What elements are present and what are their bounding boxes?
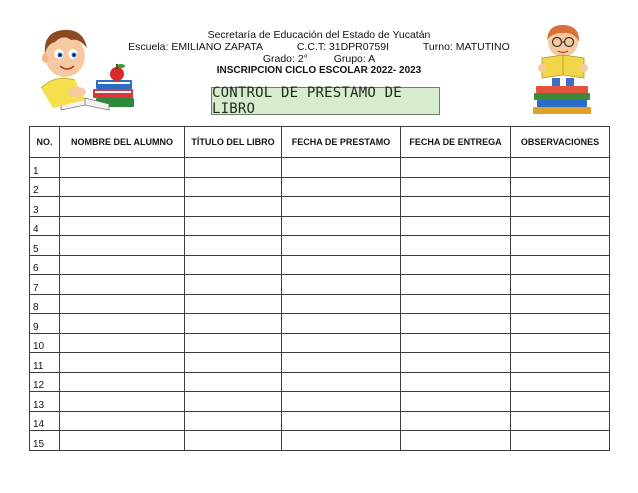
grado: Grado: 2° [262, 53, 308, 65]
col-titulo-libro-cell[interactable] [185, 197, 282, 217]
col-fecha-prestamo-cell[interactable] [282, 294, 401, 314]
col-observaciones-header: OBSERVACIONES [511, 127, 610, 158]
col-nombre-alumno-header: NOMBRE DEL ALUMNO [60, 127, 185, 158]
row-number: 7 [30, 275, 60, 295]
header-secretaria: Secretaría de Educación del Estado de Yucatán [207, 29, 431, 41]
table-row [30, 216, 610, 236]
col-fecha-entrega-cell[interactable] [401, 177, 511, 197]
row-number: 11 [30, 353, 60, 373]
col-fecha-entrega-cell[interactable] [401, 392, 511, 412]
table-row [30, 177, 610, 197]
row-number: 12 [30, 372, 60, 392]
col-fecha-prestamo-cell[interactable] [282, 255, 401, 275]
col-observaciones-cell[interactable] [511, 353, 610, 373]
boy-reading-icon [33, 18, 138, 118]
col-fecha-entrega-cell[interactable] [401, 197, 511, 217]
col-titulo-libro-cell[interactable] [185, 177, 282, 197]
col-no-header: NO. [30, 127, 60, 158]
table-row [30, 333, 610, 353]
grupo: Grupo: A [333, 53, 376, 65]
cct-code: C.C.T: 31DPR0759I [296, 41, 390, 53]
col-fecha-entrega-cell[interactable] [401, 255, 511, 275]
row-number: 14 [30, 411, 60, 431]
col-observaciones-cell[interactable] [511, 294, 610, 314]
col-titulo-libro-cell[interactable] [185, 216, 282, 236]
col-fecha-prestamo-cell[interactable] [282, 158, 401, 178]
col-fecha-prestamo-cell[interactable] [282, 353, 401, 373]
col-fecha-entrega-cell[interactable] [401, 372, 511, 392]
table-row [30, 255, 610, 275]
col-fecha-entrega-cell[interactable] [401, 314, 511, 334]
col-fecha-prestamo-cell[interactable] [282, 431, 401, 451]
table-row [30, 431, 610, 451]
table-body [30, 158, 610, 451]
col-fecha-prestamo-cell[interactable] [282, 314, 401, 334]
row-number: 2 [30, 177, 60, 197]
table-header-row [30, 127, 610, 158]
col-observaciones-cell[interactable] [511, 333, 610, 353]
row-number: 3 [30, 197, 60, 217]
col-observaciones-cell[interactable] [511, 275, 610, 295]
row-number: 15 [30, 431, 60, 451]
col-observaciones-cell[interactable] [511, 236, 610, 256]
col-observaciones-cell[interactable] [511, 158, 610, 178]
col-fecha-entrega-cell[interactable] [401, 216, 511, 236]
col-nombre-alumno-cell[interactable] [60, 411, 185, 431]
col-nombre-alumno-cell[interactable] [60, 392, 185, 412]
row-number: 5 [30, 236, 60, 256]
col-titulo-libro-cell[interactable] [185, 392, 282, 412]
col-titulo-libro-cell[interactable] [185, 294, 282, 314]
row-number: 9 [30, 314, 60, 334]
col-titulo-libro-cell[interactable] [185, 431, 282, 451]
col-nombre-alumno-cell[interactable] [60, 314, 185, 334]
row-number: 10 [30, 333, 60, 353]
col-fecha-entrega-cell[interactable] [401, 236, 511, 256]
table-row [30, 197, 610, 217]
col-titulo-libro-cell[interactable] [185, 353, 282, 373]
col-observaciones-cell[interactable] [511, 411, 610, 431]
col-fecha-prestamo-cell[interactable] [282, 333, 401, 353]
col-titulo-libro-header: TÍTULO DEL LIBRO [185, 127, 282, 158]
col-fecha-prestamo-cell[interactable] [282, 392, 401, 412]
col-titulo-libro-cell[interactable] [185, 411, 282, 431]
col-observaciones-cell[interactable] [511, 314, 610, 334]
col-nombre-alumno-cell[interactable] [60, 236, 185, 256]
row-number: 13 [30, 392, 60, 412]
title-banner [211, 87, 440, 115]
table-row [30, 372, 610, 392]
table-row [30, 411, 610, 431]
col-observaciones-cell[interactable] [511, 372, 610, 392]
col-observaciones-cell[interactable] [511, 392, 610, 412]
col-observaciones-cell[interactable] [511, 431, 610, 451]
col-fecha-entrega-cell[interactable] [401, 158, 511, 178]
col-fecha-prestamo-cell[interactable] [282, 275, 401, 295]
table-row [30, 314, 610, 334]
col-fecha-entrega-cell[interactable] [401, 431, 511, 451]
col-nombre-alumno-cell[interactable] [60, 158, 185, 178]
col-observaciones-cell[interactable] [511, 255, 610, 275]
col-nombre-alumno-cell[interactable] [60, 431, 185, 451]
col-fecha-entrega-cell[interactable] [401, 275, 511, 295]
table-row [30, 158, 610, 178]
col-nombre-alumno-cell[interactable] [60, 353, 185, 373]
col-titulo-libro-cell[interactable] [185, 158, 282, 178]
row-number: 8 [30, 294, 60, 314]
loan-table [29, 126, 610, 451]
row-number: 1 [30, 158, 60, 178]
col-observaciones-cell[interactable] [511, 177, 610, 197]
col-nombre-alumno-cell[interactable] [60, 294, 185, 314]
col-fecha-prestamo-cell[interactable] [282, 411, 401, 431]
col-fecha-prestamo-header: FECHA DE PRESTAMO [282, 127, 401, 158]
col-observaciones-cell[interactable] [511, 216, 610, 236]
table-row [30, 236, 610, 256]
girl-reading-books-icon [528, 22, 598, 116]
turno: Turno: MATUTINO [422, 41, 510, 53]
col-nombre-alumno-cell[interactable] [60, 177, 185, 197]
col-nombre-alumno-cell[interactable] [60, 197, 185, 217]
col-titulo-libro-cell[interactable] [185, 372, 282, 392]
col-titulo-libro-cell[interactable] [185, 314, 282, 334]
header-inscripcion: INSCRIPCION CICLO ESCOLAR 2022- 2023 [216, 65, 422, 76]
table-row [30, 392, 610, 412]
col-fecha-prestamo-cell[interactable] [282, 236, 401, 256]
row-number: 4 [30, 216, 60, 236]
col-nombre-alumno-cell[interactable] [60, 275, 185, 295]
school-name: Escuela: EMILIANO ZAPATA [128, 41, 263, 53]
col-fecha-entrega-header: FECHA DE ENTREGA [401, 127, 511, 158]
col-titulo-libro-cell[interactable] [185, 275, 282, 295]
col-titulo-libro-cell[interactable] [185, 333, 282, 353]
col-fecha-entrega-cell[interactable] [401, 411, 511, 431]
col-nombre-alumno-cell[interactable] [60, 333, 185, 353]
page-title: CONTROL DE PRESTAMO DE LIBRO [212, 85, 402, 117]
col-fecha-entrega-cell[interactable] [401, 294, 511, 314]
col-nombre-alumno-cell[interactable] [60, 216, 185, 236]
col-titulo-libro-cell[interactable] [185, 255, 282, 275]
col-fecha-prestamo-cell[interactable] [282, 372, 401, 392]
col-fecha-entrega-cell[interactable] [401, 353, 511, 373]
col-fecha-prestamo-cell[interactable] [282, 197, 401, 217]
col-fecha-entrega-cell[interactable] [401, 333, 511, 353]
col-fecha-prestamo-cell[interactable] [282, 177, 401, 197]
row-number: 6 [30, 255, 60, 275]
table-row [30, 275, 610, 295]
table-row [30, 353, 610, 373]
col-titulo-libro-cell[interactable] [185, 236, 282, 256]
table-row [30, 294, 610, 314]
col-nombre-alumno-cell[interactable] [60, 255, 185, 275]
col-fecha-prestamo-cell[interactable] [282, 216, 401, 236]
col-observaciones-cell[interactable] [511, 197, 610, 217]
col-nombre-alumno-cell[interactable] [60, 372, 185, 392]
